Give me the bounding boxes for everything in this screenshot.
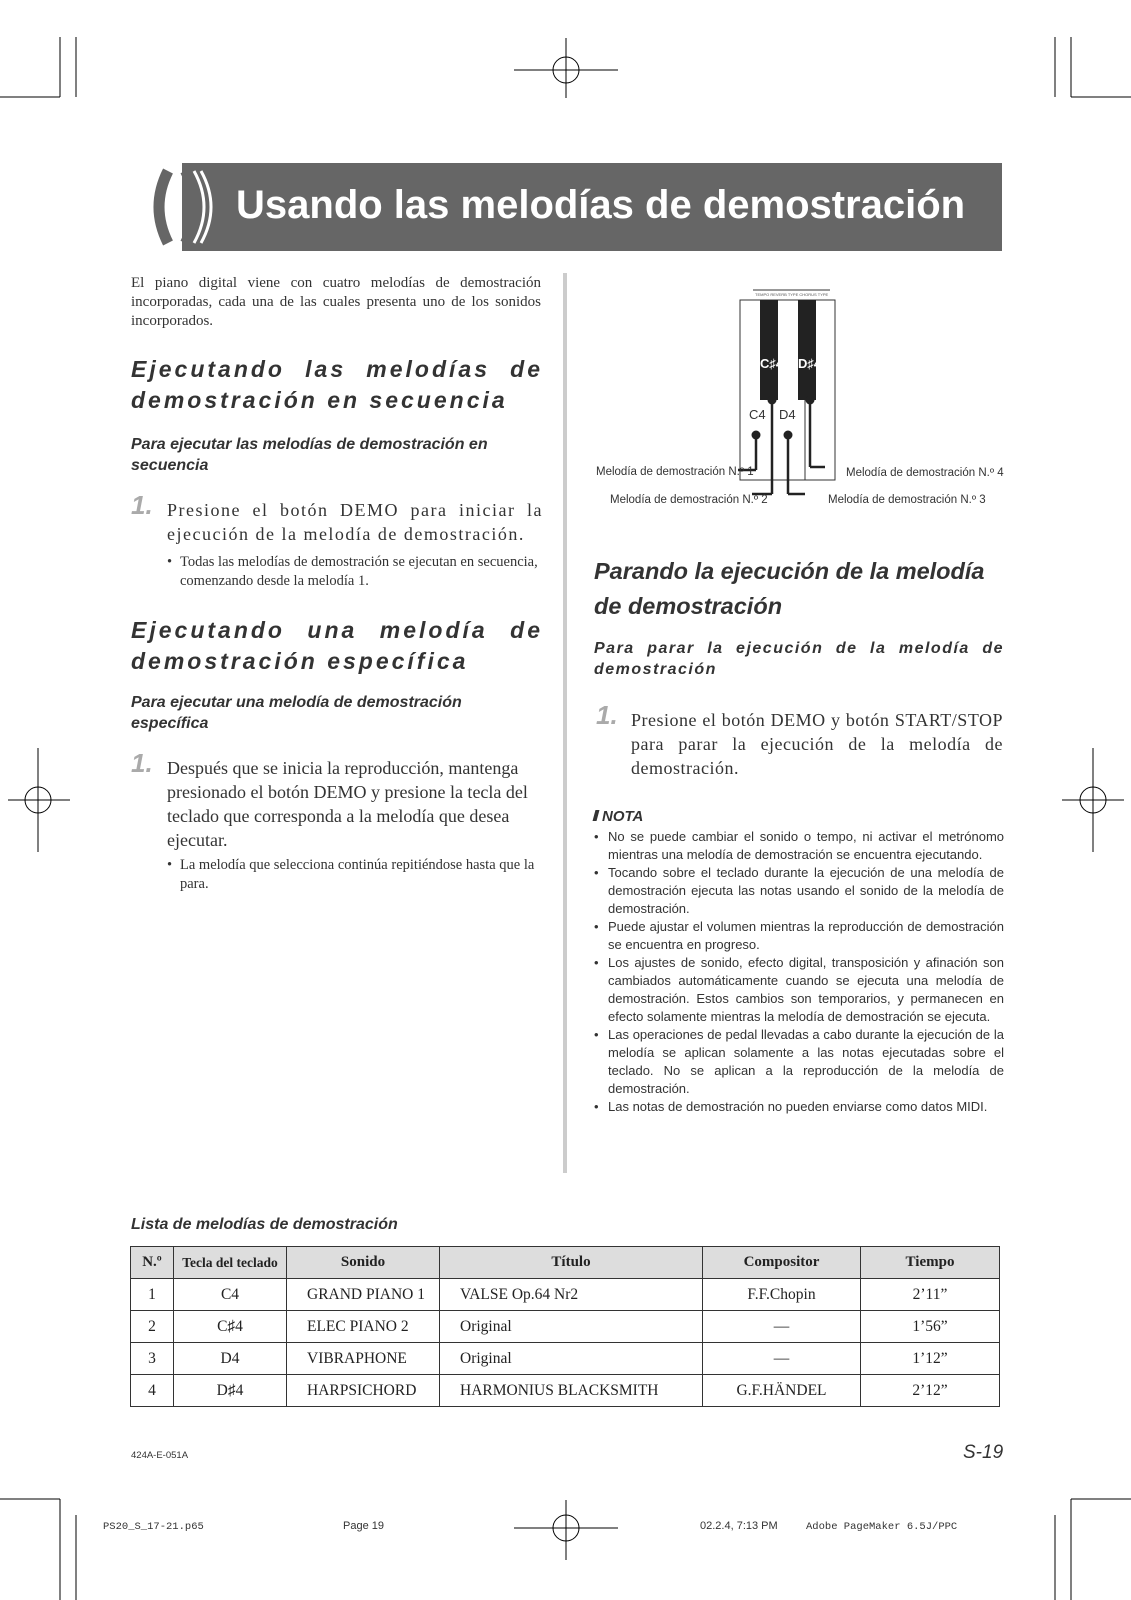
column-header: Título [440, 1247, 703, 1279]
intro-paragraph: El piano digital viene con cuatro melodías de demostración incorporadas, cada una de las cuales presenta uno de los sonidos incorporados. [131, 275, 541, 329]
demo-melody-table [130, 1246, 1000, 1407]
subheading-sequence: Para ejecutar las melodías de demostración en secuencia [131, 436, 488, 474]
cell: — [703, 1343, 861, 1375]
document-code: 424A-E-051A [131, 1450, 189, 1461]
cell: GRAND PIANO 1 [287, 1279, 440, 1311]
column-header: Tecla del teclado [174, 1247, 287, 1279]
table-row [131, 1343, 1000, 1375]
step-number: 1. [596, 700, 618, 730]
cell: D4 [174, 1343, 287, 1375]
step-text: Después que se inicia la reproducción, mantenga presionado el botón DEMO y presione la tecla del teclado que corresponda a la melodía que desea ejecutar. [167, 758, 528, 850]
note-item: • No se puede cambiar el sonido o tempo, ni activar el metrónomo mientras una melodía de demostración se encuentra ejecutando. [594, 828, 1004, 864]
table-title: Lista de melodías de demostración [131, 1216, 398, 1233]
note-title: NOTA [602, 808, 644, 825]
column-header: Sonido [287, 1247, 440, 1279]
keyboard-diagram [560, 280, 1020, 520]
white-key-label: C4 [749, 407, 766, 422]
diagram-strip-text: TEMPO REVERB TYPE CHORUS TYPE [755, 292, 829, 297]
melody-label-2: Melodía de demostración N.º 2 [610, 494, 768, 506]
subheading-specific: Para ejecutar una melodía de demostración específica [131, 694, 462, 732]
cell: F.F.Chopin [703, 1279, 861, 1311]
cell: VALSE Op.64 Nr2 [440, 1279, 703, 1311]
table-header-row [131, 1247, 1000, 1279]
step-text: Presione el botón DEMO y botón START/STOP para parar la ejecución de la melodía de demostración. [631, 710, 1003, 778]
cell: 1’56” [861, 1311, 1000, 1343]
cell: 3 [131, 1343, 174, 1375]
cell: 2 [131, 1311, 174, 1343]
melody-label-3: Melodía de demostración N.º 3 [828, 494, 986, 506]
cell: HARPSICHORD [287, 1375, 440, 1407]
page-label: S-19 [963, 1442, 1004, 1463]
print-date: 02.2.4, 7:13 PM [700, 1520, 778, 1532]
cell: C♯4 [174, 1311, 287, 1343]
print-file-name: PS20_S_17-21.p65 [103, 1521, 204, 1533]
column-header: Tiempo [861, 1247, 1000, 1279]
column-header: Compositor [703, 1247, 861, 1279]
cell: VIBRAPHONE [287, 1343, 440, 1375]
page-title: Usando las melodías de demostración [236, 183, 966, 227]
white-key-label: D4 [779, 407, 796, 422]
section-heading-stop: Parando la ejecución de la melodía de demostración [594, 558, 985, 619]
cell: 2’12” [861, 1375, 1000, 1407]
note-item: • Puede ajustar el volumen mientras la reproducción de demostración se encuentra en progreso. [594, 918, 1004, 954]
banner-arc-ornament [130, 163, 220, 251]
note-item: • Las operaciones de pedal llevadas a cabo durante la ejecución de la melodía se aplican solamente a las notas ejecutadas sobre el teclado. No se aplican a la reproducción de la melodía de demostración. [594, 1026, 1004, 1098]
cell: Original [440, 1311, 703, 1343]
print-application: Adobe PageMaker 6.5J/PPC [806, 1521, 958, 1533]
melody-label-4: Melodía de demostración N.º 4 [846, 467, 1004, 479]
step-number: 1. [131, 490, 153, 520]
black-key-label: D♯4 [798, 356, 822, 371]
step-text: Presione el botón DEMO para iniciar la ejecución de la melodía de demostración. [167, 500, 543, 544]
column-header: N.º [131, 1247, 174, 1279]
step-number: 1. [131, 748, 153, 778]
cell: HARMONIUS BLACKSMITH [440, 1375, 703, 1407]
section-heading-sequence: Ejecutando las melodías de demostración en secuencia [131, 356, 543, 413]
cell: C4 [174, 1279, 287, 1311]
section-heading-specific: Ejecutando una melodía de demostración específica [131, 617, 543, 674]
note-icon [593, 810, 600, 821]
note-heading [594, 808, 643, 825]
bullet-text: La melodía que selecciona continúa repitiéndose hasta que la para. [180, 857, 535, 892]
bullet-note: • Todas las melodías de demostración se ejecutan en secuencia, comenzando desde la melodía 1. [167, 553, 543, 591]
cell: 2’11” [861, 1279, 1000, 1311]
melody-label-1: Melodía de demostración N.º 1 [596, 466, 754, 478]
cell: — [703, 1311, 861, 1343]
bullet-note: • La melodía que selecciona continúa repitiéndose hasta que la para. [167, 856, 545, 894]
subheading-stop: Para parar la ejecución de la melodía de demostración [594, 640, 1004, 678]
cell: Original [440, 1343, 703, 1375]
cell: ELEC PIANO 2 [287, 1311, 440, 1343]
cell: D♯4 [174, 1375, 287, 1407]
note-item: • Tocando sobre el teclado durante la ejecución de una melodía de demostración ejecuta las notas usando el sonido de la melodía de demostración. [594, 864, 1004, 918]
table-row [131, 1311, 1000, 1343]
cell: 1’12” [861, 1343, 1000, 1375]
bullet-text: Todas las melodías de demostración se ejecutan en secuencia, comenzando desde la melodía 1. [180, 554, 538, 589]
print-page-number: Page 19 [343, 1520, 384, 1532]
cell: 4 [131, 1375, 174, 1407]
cell: 1 [131, 1279, 174, 1311]
note-item: • Los ajustes de sonido, efecto digital, transposición y afinación son cambiados automáticamente cuando se ejecuta una melodía de demostración. Estos cambios son temporarios, y permanecen en efecto solamente mientras la melodía de demostración se ejecuta. [594, 954, 1004, 1026]
table-row [131, 1279, 1000, 1311]
table-row [131, 1375, 1000, 1407]
cell: G.F.HÄNDEL [703, 1375, 861, 1407]
note-item: • Las notas de demostración no pueden enviarse como datos MIDI. [594, 1098, 1004, 1116]
note-list [594, 828, 1004, 1116]
black-key-label: C♯4 [760, 356, 784, 371]
